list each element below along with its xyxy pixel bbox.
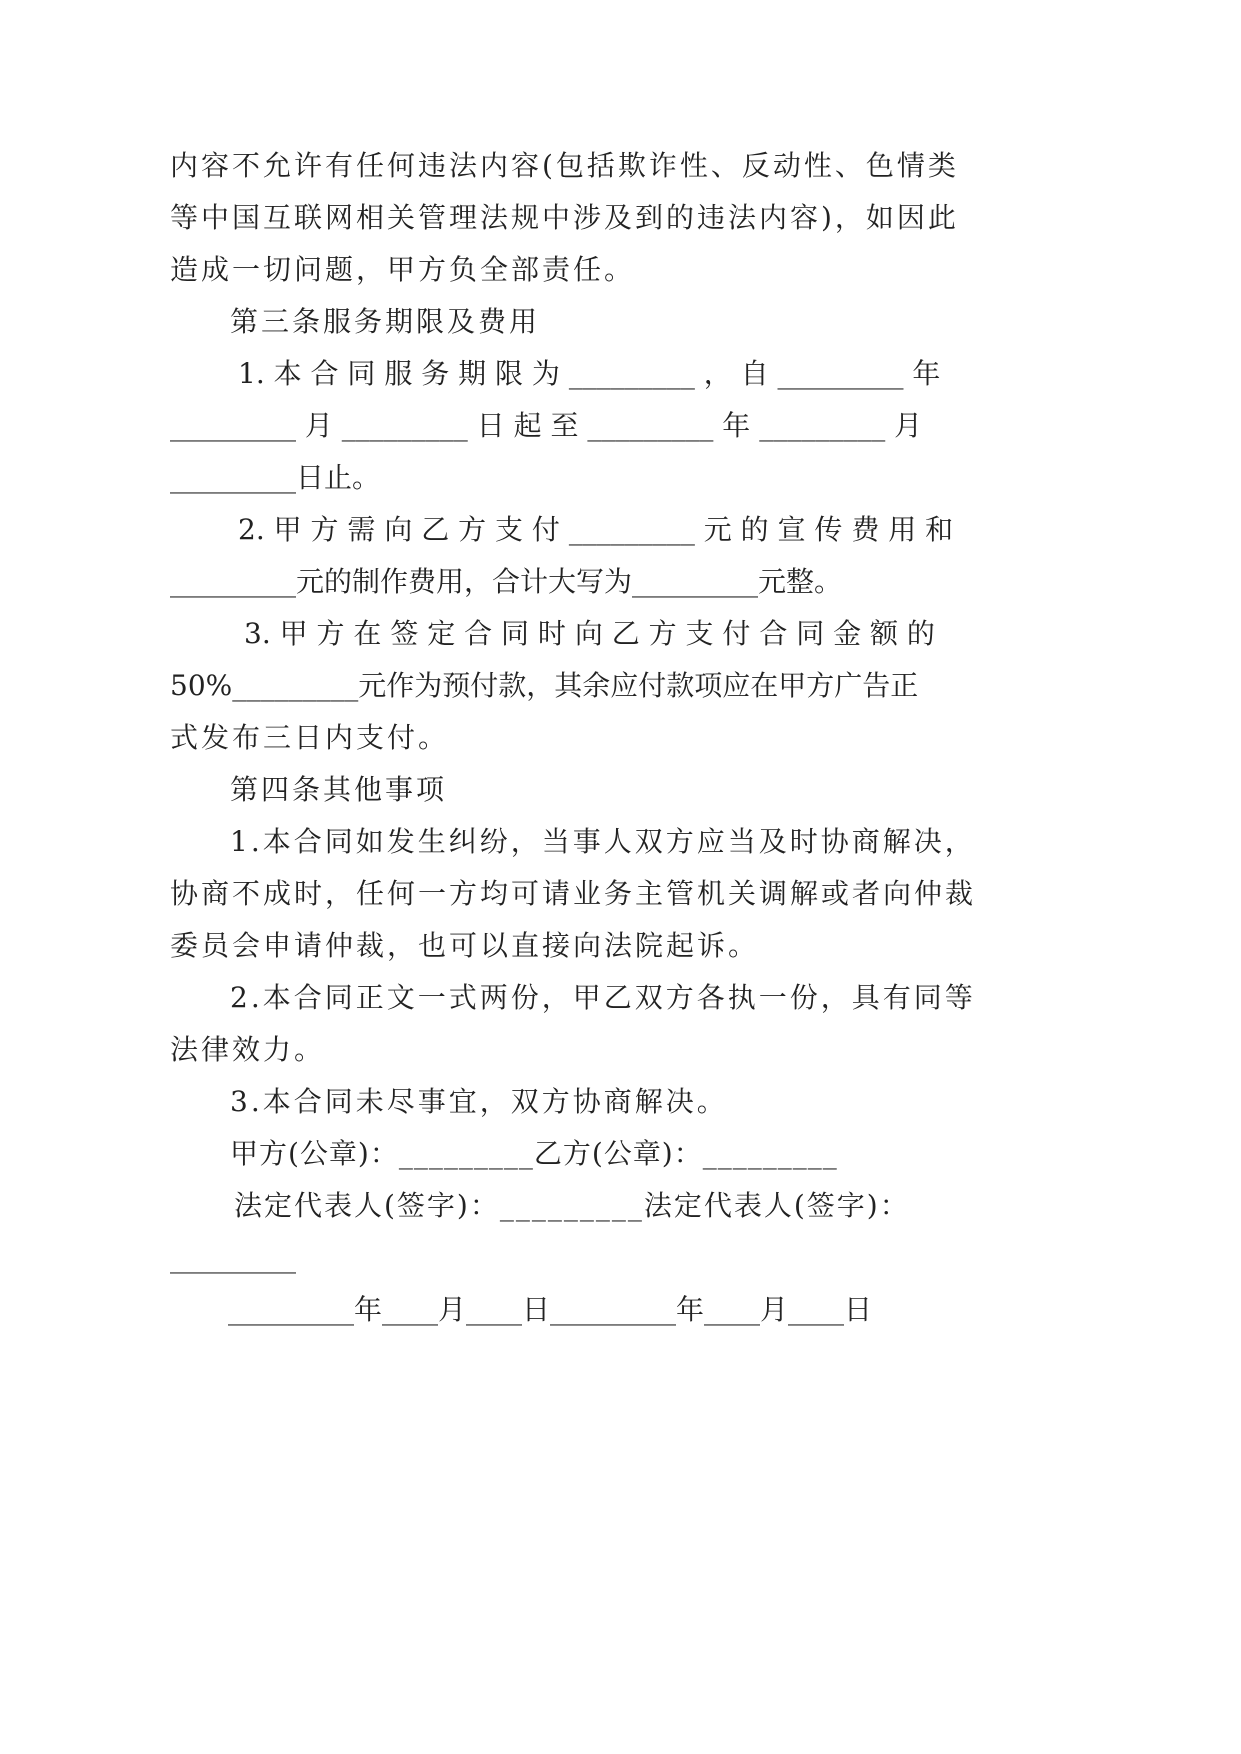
sign-rep-line: 法定代表人(签字)：_________法定代表人(签字)：: [234, 1189, 910, 1222]
text: 内容不允许有任何违法内容(包括欺诈性、反动性、色情类: [170, 149, 959, 182]
a3-item1-line-2: _________ 月 _________ 日 起 至 _________ 年 _________ 月: [170, 409, 923, 442]
a4-item1-line-1: 1.本合同如发生纠纷，当事人双方应当及时协商解决，: [230, 825, 976, 858]
para1-line-2: [170, 198, 959, 238]
sign-party-line: 甲方(公章)：_________乙方(公章)：_________: [230, 1137, 838, 1170]
sign-date-line: _________年____月____日_________年____月____日: [228, 1293, 873, 1326]
a4-item1-line-2: 协商不成时，任何一方均可请业务主管机关调解或者向仲裁: [170, 877, 977, 910]
article3-title: 第三条服务期限及费用: [230, 305, 541, 338]
para1-line-1: [170, 146, 959, 186]
a3-item3-line-2: 50%_________元作为预付款，其余应付款项应在甲方广告正: [170, 669, 919, 702]
a3-item1-line-1: 1. 本 合 同 服 务 期 限 为 _________ ， 自 _________ 年: [238, 357, 941, 390]
a4-item2-line-2: 法律效力。: [170, 1033, 326, 1066]
a3-item1-line-3: _________日止。: [170, 461, 381, 494]
para1-line-3: 造成一切问题，甲方负全部责任。: [170, 253, 636, 286]
a4-item3: 3.本合同未尽事宜，双方协商解决。: [230, 1085, 728, 1118]
a3-item2-line-1: 2. 甲 方 需 向 乙 方 支 付 _________ 元 的 宣 传 费 用 和: [238, 513, 954, 546]
a3-item3-line-3: 式发布三日内支付。: [170, 721, 450, 754]
a3-item3-line-1: 3. 甲 方 在 签 定 合 同 时 向 乙 方 支 付 合 同 金 额 的: [244, 617, 935, 650]
sign-rep-line-cont: _________: [170, 1241, 296, 1274]
text: 等中国互联网相关管理法规中涉及到的违法内容)，如因此: [170, 201, 959, 234]
a4-item2-line-1: 2.本合同正文一式两份，甲乙双方各执一份，具有同等: [230, 981, 976, 1014]
article4-title: 第四条其他事项: [230, 773, 448, 806]
a3-item2-line-2: _________元的制作费用，合计大写为_________元整。: [170, 565, 843, 598]
a4-item1-line-3: 委员会申请仲裁，也可以直接向法院起诉。: [170, 929, 760, 962]
